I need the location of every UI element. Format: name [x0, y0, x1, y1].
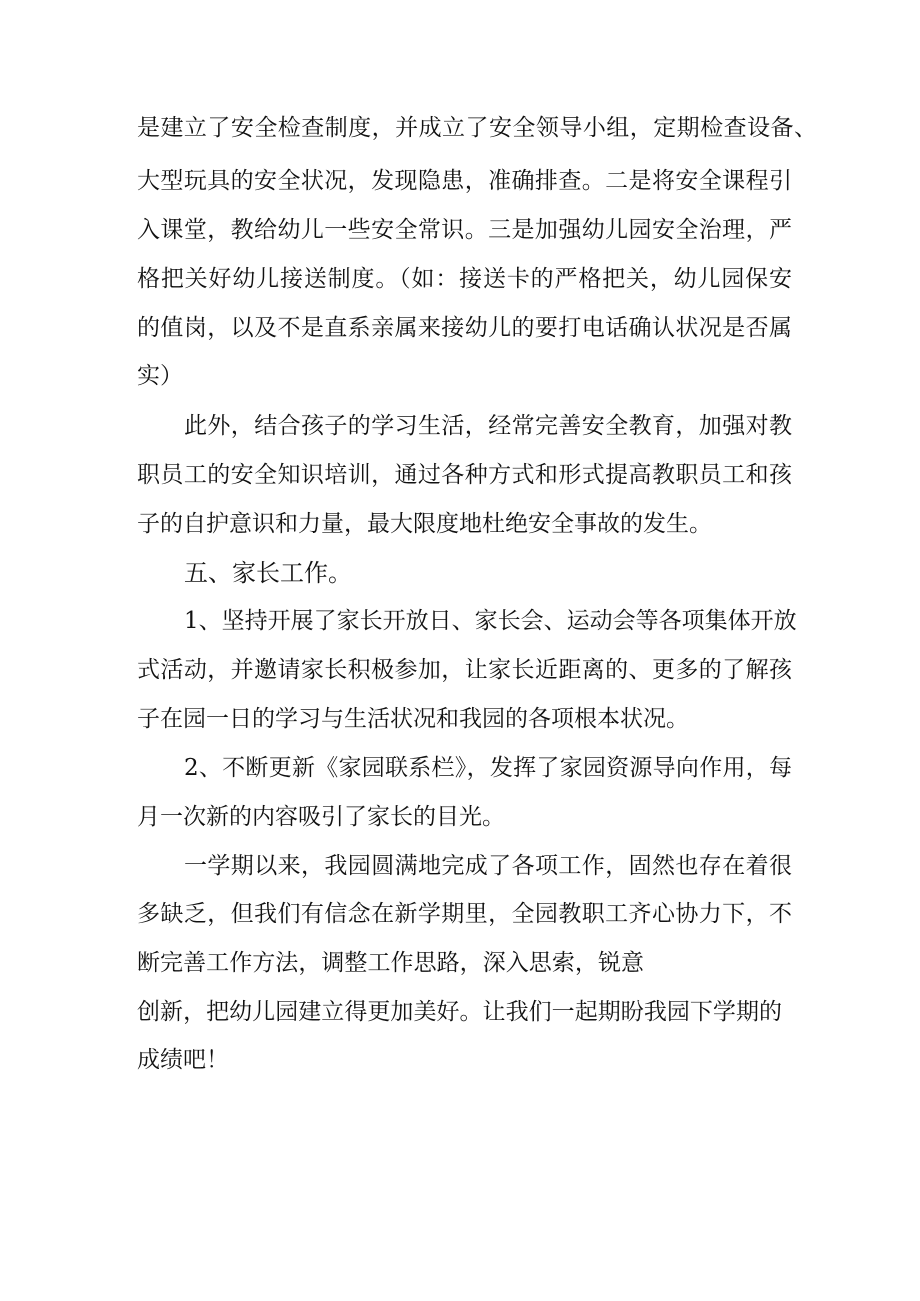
text-line-16: 一学期以来，我园圆满地完成了各项工作，固然也存在着很: [184, 853, 792, 879]
text-line-11: 1、坚持开展了家长开放日、家长会、运动会等各项集体开放: [184, 608, 797, 634]
text-line-8: 职员工的安全知识培训，通过各种方式和形式提高教职员工和孩: [137, 462, 792, 488]
text-line-9: 子的自护意识和力量，最大限度地杜绝安全事故的发生。: [137, 511, 712, 537]
text-line-17: 多缺乏，但我们有信念在新学期里，全园教职工齐心协力下，不: [137, 901, 792, 927]
text-line-5: 的值岗，以及不是直系亲属来接幼儿的要打电话确认状况是否属: [137, 315, 792, 341]
text-line-14: 2、不断更新《家园联系栏》，发挥了家园资源导向作用，每: [184, 755, 792, 781]
text-line-2: 大型玩具的安全状况，发现隐患，准确排查。二是将安全课程引: [137, 168, 792, 194]
text-line-19: 创新，把幼儿园建立得更加美好。让我们一起期盼我园下学期的: [137, 999, 782, 1025]
text-line-12: 式活动，并邀请家长积极参加，让家长近距离的、更多的了解孩: [137, 657, 792, 683]
text-line-4: 格把关好幼儿接送制度。（如：接送卡的严格把关，幼儿园保安: [137, 266, 792, 292]
text-line-13: 子在园一日的学习与生活状况和我园的各项根本状况。: [137, 706, 689, 732]
text-line-18: 断完善工作方法，调整工作思路，深入思索，锐意: [137, 950, 644, 976]
text-line-20: 成绩吧！: [137, 1047, 229, 1073]
text-line-6: 实）: [137, 363, 183, 389]
text-line-1: 是建立了安全检查制度，并成立了安全领导小组，定期检查设备、: [137, 115, 817, 141]
section-heading: 五、家长工作。: [184, 559, 352, 587]
text-line-15: 月一次新的内容吸引了家长的目光。: [137, 804, 505, 830]
text-line-7: 此外，结合孩子的学习生活，经常完善安全教育，加强对教: [184, 413, 792, 439]
text-line-3: 入课堂，教给幼儿一些安全常识。三是加强幼儿园安全治理，严: [137, 217, 792, 243]
